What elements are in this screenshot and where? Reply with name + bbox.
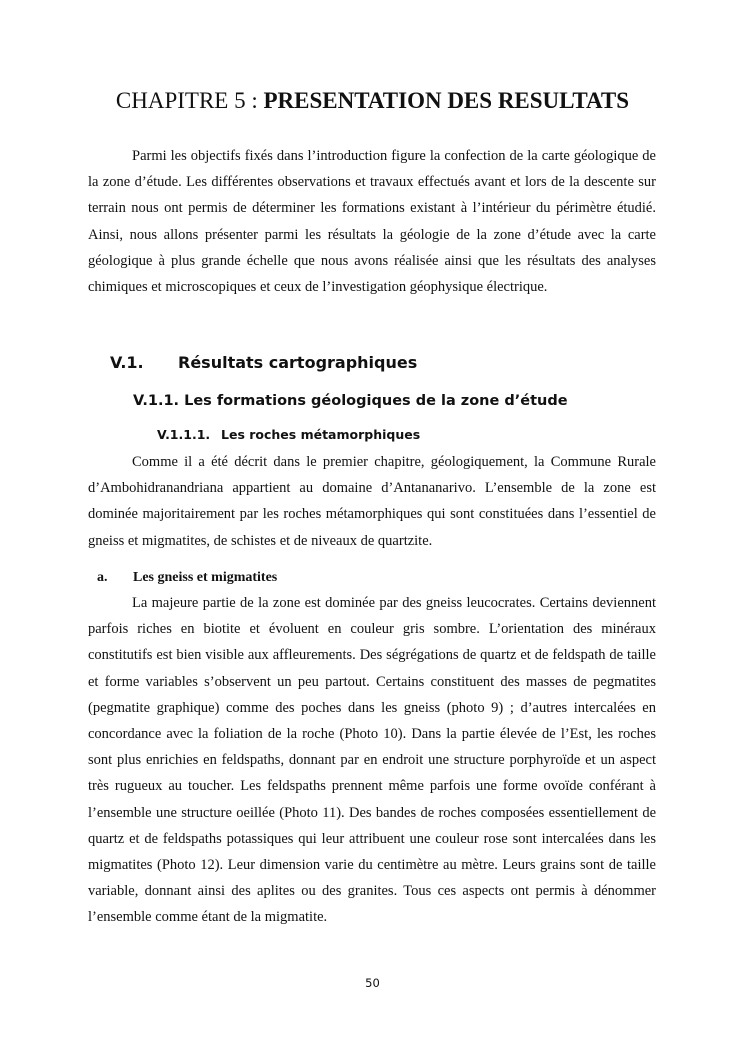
gneiss-paragraph: La majeure partie de la zone est dominée par des gneiss leucocrates. Certains deviennent parfois riches en biotite et évoluent en couleur gris sombre. L’orientation des minéraux constitutifs est bien visible aux affleurements. Des ségrégations de quartz et de feldspath de taille et forme variables s’observent un peu partout. Certains constituent des masses de pegmatites (pegmatite graphique) comme des poches dans les gneiss (photo 9) ; d’autres intercalées en concordance avec la foliation de la roche (Photo 10). Dans la partie élevée de l’Est, les roches sont plus enrichies en feldspaths, donnant par en endroit une structure porphyroïde et un aspect très rugueux au toucher. Les feldspaths prennent même parfois une forme ovoïde conférant à l’ensemble une structure oeillée (Photo 11). Des bandes de roches composées essentiellement de quartz et de feldspaths potassiques qui leur attribuent une couleur rose sont intercalées dans les migmatites (Photo 12). Leur dimension varie du centimètre au mètre. Leurs grains sont de taille variable, donnant ainsi des aplites ou des granites. Tous ces aspects ont permis à dénommer l’ensemble comme étant de la migmatite.	[88, 595, 656, 926]
chapter-title-text: PRESENTATION DES RESULTATS	[263, 88, 630, 113]
chapter-prefix: CHAPITRE 5 :	[115, 88, 264, 113]
subsection-heading: V.1.1. Les formations géologiques de la zone d’étude	[133, 393, 568, 409]
page-number: 50	[365, 976, 380, 990]
chapter-title	[0, 86, 745, 116]
intro-paragraph: Parmi les objectifs fixés dans l’introduction figure la confection de la carte géologique de la zone d’étude. Les différentes observations et travaux effectués avant et lors de la descente sur terrain nous ont permis de déterminer les formations existant à l’intérieur du périmètre étudié. Ainsi, nous allons présenter parmi les résultats la géologie de la zone d’étude avec la carte géologique à plus grande échelle que nous avons réalisée ainsi que les résultats des analyses chimiques et microscopiques et ceux de l’investigation géophysique électrique.	[88, 148, 656, 296]
item-a-heading	[97, 569, 277, 587]
subsubsection-heading	[157, 426, 420, 444]
section-number: V.1.	[110, 353, 144, 372]
metamorphic-paragraph: Comme il a été décrit dans le premier chapitre, géologiquement, la Commune Rurale d’Ambohidranandriana appartient au domaine d’Antananarivo. L’ensemble de la zone est dominée majoritairement par les roches métamorphiques qui sont constituées dans l’essentiel de gneiss et migmatites, de schistes et de niveaux de quartzite.	[88, 454, 656, 549]
section-heading	[110, 352, 417, 374]
section-title: Résultats cartographiques	[178, 353, 418, 372]
item-a-label: a.	[97, 570, 108, 585]
item-a-title: Les gneiss et migmatites	[133, 570, 278, 585]
subsubsection-number: V.1.1.1.	[157, 427, 211, 442]
subsubsection-title: Les roches métamorphiques	[221, 427, 421, 442]
